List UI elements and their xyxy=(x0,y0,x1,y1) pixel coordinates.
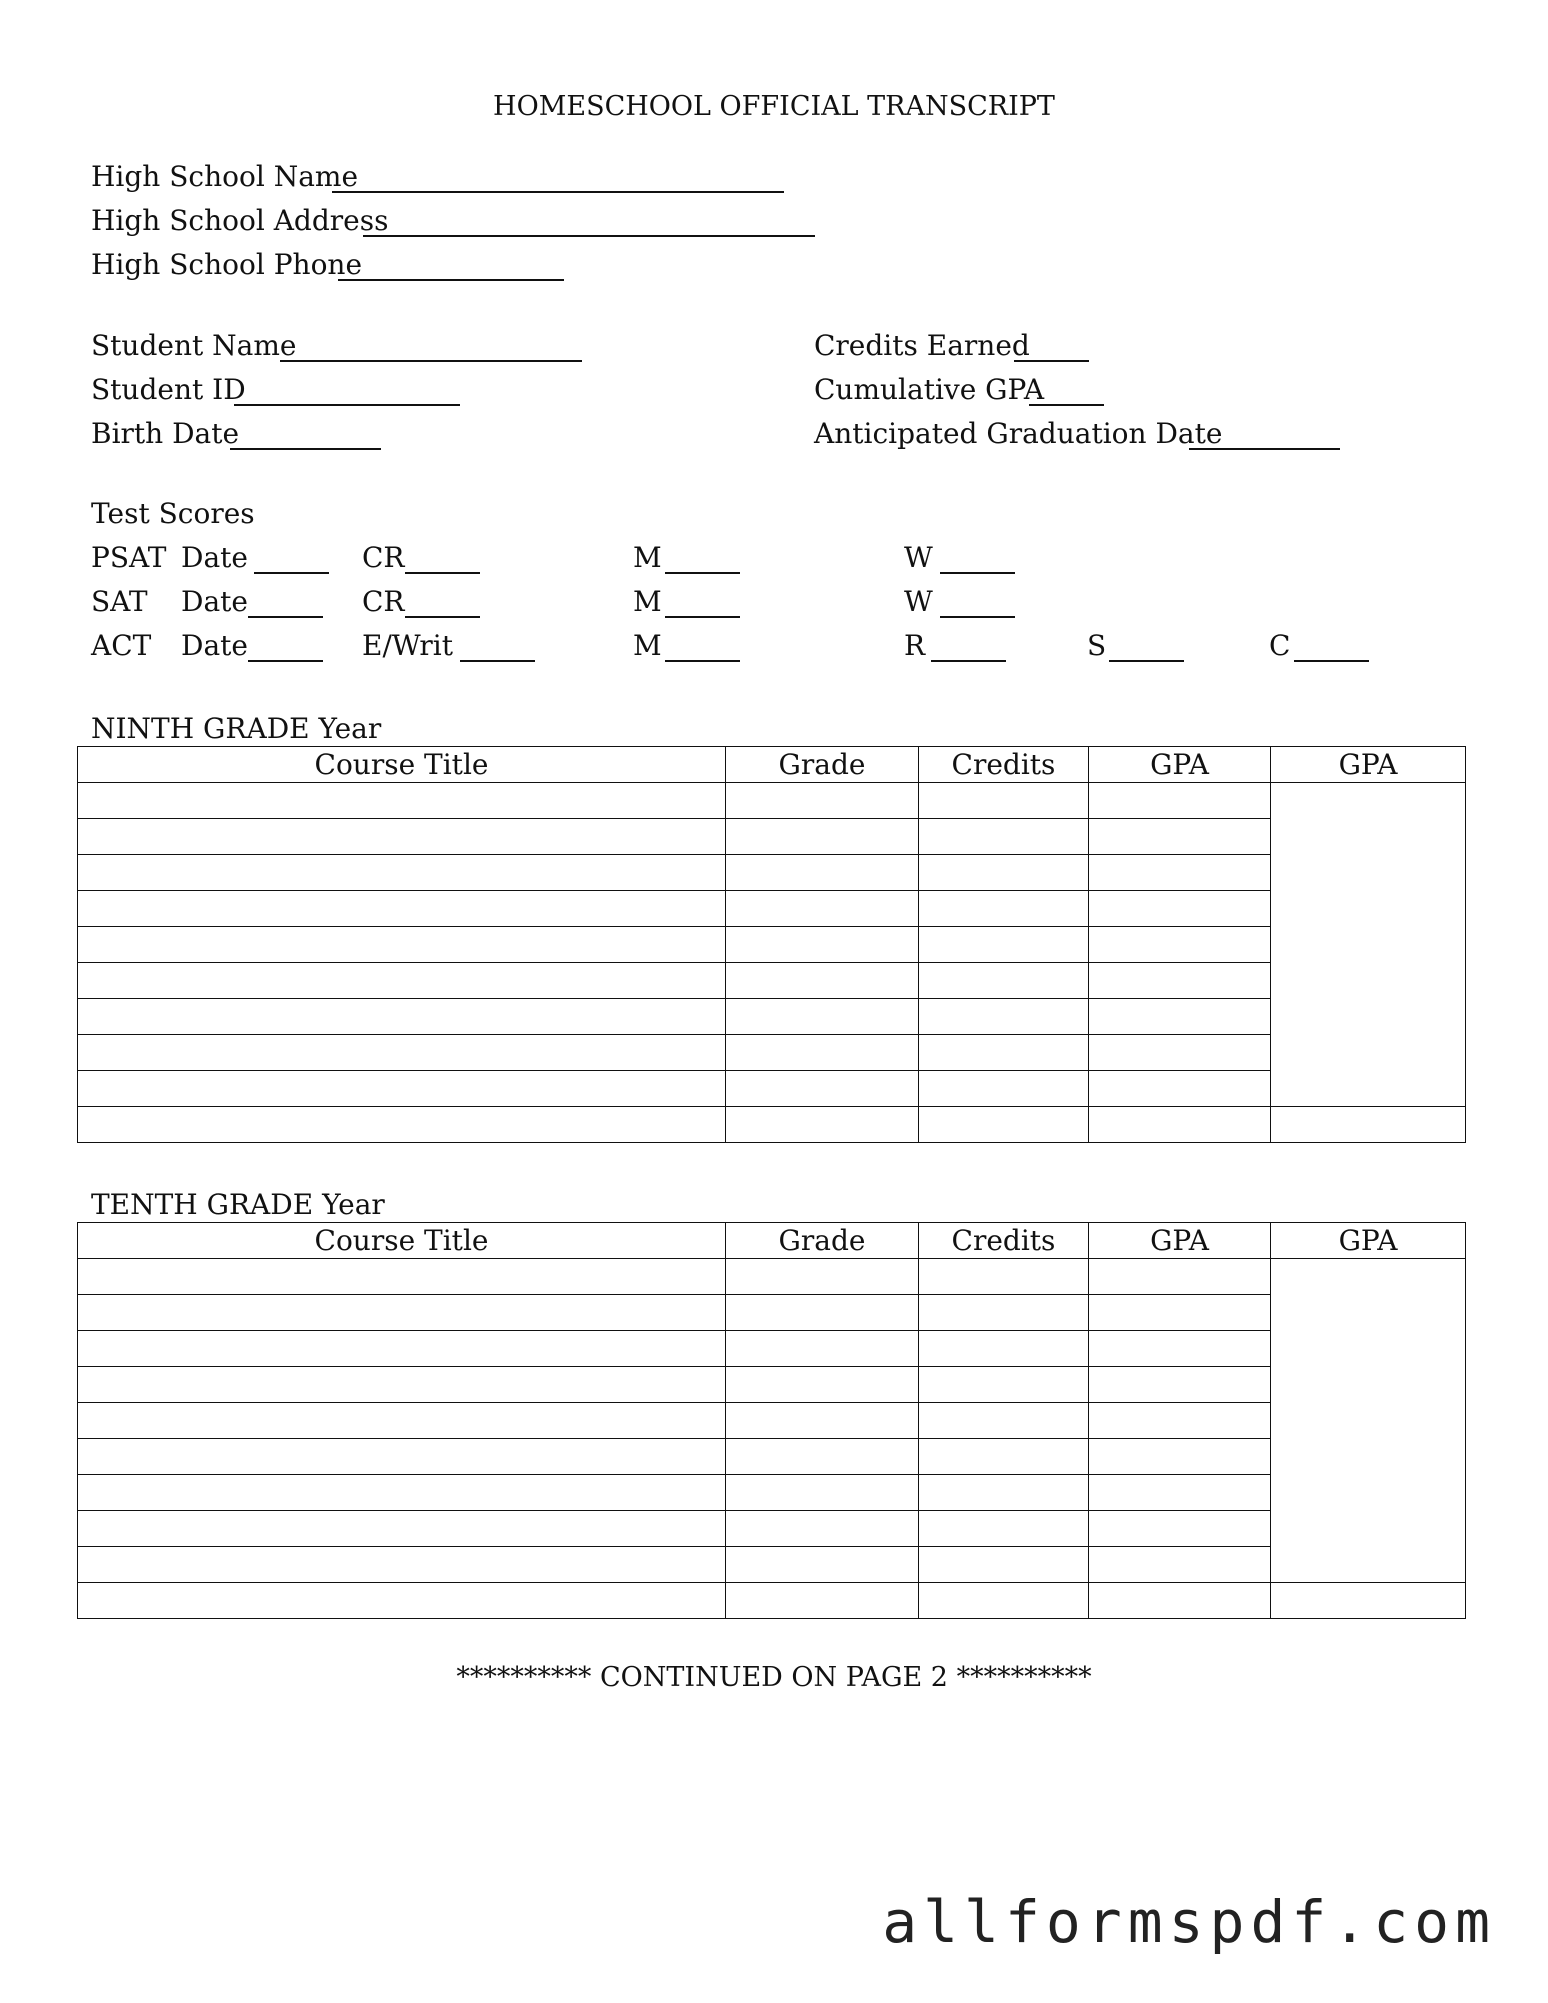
course-title-cell[interactable] xyxy=(78,1331,726,1367)
gpa-cell[interactable] xyxy=(1089,1547,1271,1583)
grade-cell[interactable] xyxy=(726,963,919,999)
school-address-label: High School Address xyxy=(91,204,389,237)
psat-label: PSAT xyxy=(91,541,167,574)
grade-cell[interactable] xyxy=(726,819,919,855)
col-grade: Grade xyxy=(726,1223,919,1259)
grade-cell[interactable] xyxy=(726,1295,919,1331)
ninth-grade-table xyxy=(77,746,1466,1143)
table-row xyxy=(78,1439,1466,1475)
sat-date-field[interactable] xyxy=(248,616,323,618)
grade-cell[interactable] xyxy=(726,1403,919,1439)
table-row xyxy=(78,1547,1466,1583)
course-title-cell[interactable] xyxy=(78,1259,726,1295)
grade-cell[interactable] xyxy=(726,1475,919,1511)
act-ewrit-field[interactable] xyxy=(460,660,535,662)
gpa-total-cell xyxy=(1271,891,1466,927)
school-name-label: High School Name xyxy=(91,160,359,193)
birth-date-field[interactable] xyxy=(230,448,381,450)
table-row xyxy=(78,1367,1466,1403)
student-id-field[interactable] xyxy=(234,404,460,406)
gpa-total-cell xyxy=(1271,783,1466,819)
gpa-total-cell[interactable] xyxy=(1271,1107,1466,1143)
course-title-cell[interactable] xyxy=(78,1367,726,1403)
sat-date-label: Date xyxy=(181,585,248,618)
gpa-total-cell xyxy=(1271,1259,1466,1295)
gpa-total-cell xyxy=(1271,1403,1466,1439)
act-date-field[interactable] xyxy=(248,660,323,662)
col-credits: Credits xyxy=(919,747,1089,783)
credits-cell[interactable] xyxy=(919,1583,1089,1619)
grade-cell[interactable] xyxy=(726,1035,919,1071)
school-phone-label: High School Phone xyxy=(91,248,363,281)
sat-w-label: W xyxy=(904,585,933,618)
col-course-title: Course Title xyxy=(78,1223,726,1259)
table-row xyxy=(78,1107,1466,1143)
gpa-cell[interactable] xyxy=(1089,1107,1271,1143)
table-row xyxy=(78,819,1466,855)
gpa-cell[interactable] xyxy=(1089,855,1271,891)
credits-cell[interactable] xyxy=(919,963,1089,999)
gpa-cell[interactable] xyxy=(1089,783,1271,819)
table-row xyxy=(78,1331,1466,1367)
ninth-grade-heading: NINTH GRADE Year xyxy=(91,712,382,745)
table-row xyxy=(78,1295,1466,1331)
course-title-cell[interactable] xyxy=(78,1403,726,1439)
psat-date-field[interactable] xyxy=(254,572,329,574)
act-r-field[interactable] xyxy=(931,660,1006,662)
act-date-label: Date xyxy=(181,629,248,662)
course-title-cell[interactable] xyxy=(78,999,726,1035)
gpa-total-cell xyxy=(1271,819,1466,855)
act-c-label: C xyxy=(1269,629,1291,662)
credits-cell[interactable] xyxy=(919,891,1089,927)
act-c-field[interactable] xyxy=(1294,660,1369,662)
credits-cell[interactable] xyxy=(919,999,1089,1035)
table-row xyxy=(78,855,1466,891)
gpa-cell[interactable] xyxy=(1089,1511,1271,1547)
gpa-total-cell[interactable] xyxy=(1271,1583,1466,1619)
school-name-field[interactable] xyxy=(332,191,784,193)
psat-date-label: Date xyxy=(181,541,248,574)
sat-label: SAT xyxy=(91,585,148,618)
sat-m-field[interactable] xyxy=(665,616,740,618)
gpa-total-cell xyxy=(1271,1071,1466,1107)
gpa-total-cell xyxy=(1271,1035,1466,1071)
credits-cell[interactable] xyxy=(919,1035,1089,1071)
col-grade: Grade xyxy=(726,747,919,783)
act-r-label: R xyxy=(904,629,926,662)
course-title-cell[interactable] xyxy=(78,1295,726,1331)
grade-cell[interactable] xyxy=(726,1331,919,1367)
birth-date-label: Birth Date xyxy=(91,417,240,450)
act-s-label: S xyxy=(1087,629,1107,662)
table-header-row xyxy=(78,747,1466,783)
gpa-total-cell xyxy=(1271,1295,1466,1331)
gpa-cell[interactable] xyxy=(1089,1259,1271,1295)
grade-cell[interactable] xyxy=(726,891,919,927)
sat-m-label: M xyxy=(633,585,662,618)
course-title-cell[interactable] xyxy=(78,1583,726,1619)
grade-cell[interactable] xyxy=(726,855,919,891)
graduation-date-label: Anticipated Graduation Date xyxy=(814,417,1223,450)
student-id-label: Student ID xyxy=(91,373,246,406)
col-gpa: GPA xyxy=(1089,747,1271,783)
credits-cell[interactable] xyxy=(919,783,1089,819)
gpa-cell[interactable] xyxy=(1089,1475,1271,1511)
tenth-grade-heading: TENTH GRADE Year xyxy=(91,1188,385,1221)
gpa-cell[interactable] xyxy=(1089,1367,1271,1403)
gpa-cell[interactable] xyxy=(1089,819,1271,855)
course-title-cell[interactable] xyxy=(78,1511,726,1547)
grade-cell[interactable] xyxy=(726,1107,919,1143)
gpa-total-cell xyxy=(1271,1439,1466,1475)
course-title-cell[interactable] xyxy=(78,891,726,927)
test-scores-heading: Test Scores xyxy=(91,497,255,530)
document-title: HOMESCHOOL OFFICIAL TRANSCRIPT xyxy=(493,91,1055,122)
psat-cr-label: CR xyxy=(362,541,405,574)
credits-cell[interactable] xyxy=(919,1367,1089,1403)
gpa-cell[interactable] xyxy=(1089,1583,1271,1619)
gpa-cell[interactable] xyxy=(1089,1331,1271,1367)
grade-cell[interactable] xyxy=(726,1259,919,1295)
table-row xyxy=(78,1403,1466,1439)
cumulative-gpa-label: Cumulative GPA xyxy=(814,373,1045,406)
table-row xyxy=(78,1475,1466,1511)
graduation-date-field[interactable] xyxy=(1189,448,1340,450)
credits-cell[interactable] xyxy=(919,1071,1089,1107)
credits-earned-field[interactable] xyxy=(1014,360,1089,362)
table-row xyxy=(78,963,1466,999)
table-row xyxy=(78,1583,1466,1619)
gpa-cell[interactable] xyxy=(1089,1035,1271,1071)
table-row xyxy=(78,1511,1466,1547)
col-credits: Credits xyxy=(919,1223,1089,1259)
sat-cr-field[interactable] xyxy=(405,616,480,618)
tenth-grade-table xyxy=(77,1222,1466,1619)
course-title-cell[interactable] xyxy=(78,963,726,999)
credits-cell[interactable] xyxy=(919,819,1089,855)
gpa-cell[interactable] xyxy=(1089,1071,1271,1107)
act-label: ACT xyxy=(91,629,152,662)
grade-cell[interactable] xyxy=(726,1367,919,1403)
act-s-field[interactable] xyxy=(1109,660,1184,662)
grade-cell[interactable] xyxy=(726,1583,919,1619)
credits-earned-label: Credits Earned xyxy=(814,329,1030,362)
table-row xyxy=(78,891,1466,927)
sat-w-field[interactable] xyxy=(940,616,1015,618)
act-m-field[interactable] xyxy=(665,660,740,662)
col-course-title: Course Title xyxy=(78,747,726,783)
gpa-total-cell xyxy=(1271,1331,1466,1367)
table-row xyxy=(78,999,1466,1035)
sat-cr-label: CR xyxy=(362,585,405,618)
student-name-field[interactable] xyxy=(280,360,582,362)
table-row xyxy=(78,783,1466,819)
course-title-cell[interactable] xyxy=(78,783,726,819)
psat-w-field[interactable] xyxy=(940,572,1015,574)
course-title-cell[interactable] xyxy=(78,1475,726,1511)
grade-cell[interactable] xyxy=(726,1071,919,1107)
col-gpa-total: GPA xyxy=(1271,747,1466,783)
credits-cell[interactable] xyxy=(919,1403,1089,1439)
table-row xyxy=(78,1259,1466,1295)
psat-cr-field[interactable] xyxy=(405,572,480,574)
watermark: allformspdf.com xyxy=(882,1888,1496,1956)
course-title-cell[interactable] xyxy=(78,1107,726,1143)
course-title-cell[interactable] xyxy=(78,1071,726,1107)
school-address-field[interactable] xyxy=(363,235,815,237)
gpa-cell[interactable] xyxy=(1089,1439,1271,1475)
gpa-cell[interactable] xyxy=(1089,1403,1271,1439)
table-header-row xyxy=(78,1223,1466,1259)
credits-cell[interactable] xyxy=(919,927,1089,963)
course-title-cell[interactable] xyxy=(78,1439,726,1475)
grade-cell[interactable] xyxy=(726,783,919,819)
course-title-cell[interactable] xyxy=(78,1035,726,1071)
gpa-cell[interactable] xyxy=(1089,999,1271,1035)
continued-notice: ********** CONTINUED ON PAGE 2 ********** xyxy=(456,1662,1092,1693)
credits-cell[interactable] xyxy=(919,1107,1089,1143)
act-m-label: M xyxy=(633,629,662,662)
gpa-total-cell xyxy=(1271,1367,1466,1403)
psat-m-label: M xyxy=(633,541,662,574)
gpa-total-cell xyxy=(1271,1511,1466,1547)
gpa-total-cell xyxy=(1271,999,1466,1035)
credits-cell[interactable] xyxy=(919,1331,1089,1367)
credits-cell[interactable] xyxy=(919,1475,1089,1511)
grade-cell[interactable] xyxy=(726,1511,919,1547)
gpa-total-cell xyxy=(1271,927,1466,963)
gpa-cell[interactable] xyxy=(1089,927,1271,963)
table-row xyxy=(78,927,1466,963)
course-title-cell[interactable] xyxy=(78,819,726,855)
col-gpa-total: GPA xyxy=(1271,1223,1466,1259)
course-title-cell[interactable] xyxy=(78,1547,726,1583)
course-title-cell[interactable] xyxy=(78,927,726,963)
act-ewrit-label: E/Writ xyxy=(362,629,453,662)
gpa-cell[interactable] xyxy=(1089,891,1271,927)
credits-cell[interactable] xyxy=(919,855,1089,891)
table-row xyxy=(78,1071,1466,1107)
cumulative-gpa-field[interactable] xyxy=(1029,404,1104,406)
credits-cell[interactable] xyxy=(919,1547,1089,1583)
grade-cell[interactable] xyxy=(726,927,919,963)
credits-cell[interactable] xyxy=(919,1439,1089,1475)
student-name-label: Student Name xyxy=(91,329,297,362)
credits-cell[interactable] xyxy=(919,1295,1089,1331)
grade-cell[interactable] xyxy=(726,1547,919,1583)
gpa-total-cell xyxy=(1271,1475,1466,1511)
school-phone-field[interactable] xyxy=(338,279,564,281)
gpa-cell[interactable] xyxy=(1089,963,1271,999)
psat-m-field[interactable] xyxy=(665,572,740,574)
table-row xyxy=(78,1035,1466,1071)
grade-cell[interactable] xyxy=(726,999,919,1035)
gpa-total-cell xyxy=(1271,855,1466,891)
psat-w-label: W xyxy=(904,541,933,574)
gpa-total-cell xyxy=(1271,963,1466,999)
course-title-cell[interactable] xyxy=(78,855,726,891)
credits-cell[interactable] xyxy=(919,1511,1089,1547)
grade-cell[interactable] xyxy=(726,1439,919,1475)
col-gpa: GPA xyxy=(1089,1223,1271,1259)
gpa-cell[interactable] xyxy=(1089,1295,1271,1331)
gpa-total-cell xyxy=(1271,1547,1466,1583)
credits-cell[interactable] xyxy=(919,1259,1089,1295)
